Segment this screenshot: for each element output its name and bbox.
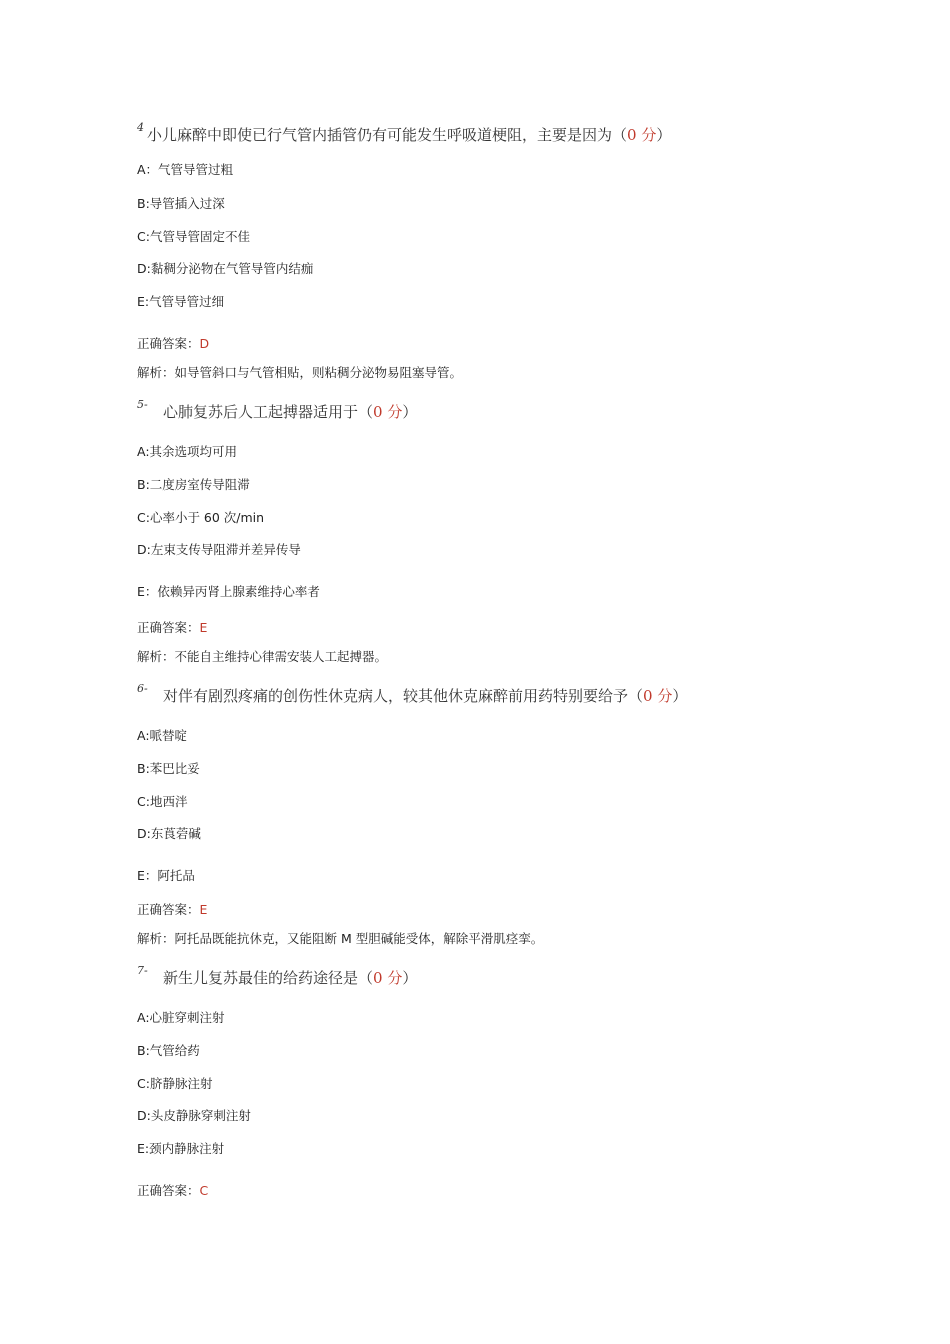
answer-value: D	[199, 336, 210, 351]
option-e: E：阿托品	[137, 868, 195, 883]
correct-answer: 正确答案：D	[137, 336, 210, 351]
option-a: A:其余选项均可用	[137, 444, 238, 459]
question-text: 心肺复苏后人工起搏器适用于（0 分）	[163, 403, 418, 421]
option-e: E:气管导管过细	[137, 294, 225, 309]
option-d: D:头皮静脉穿刺注射	[137, 1108, 251, 1123]
explanation: 解析：如导管斜口与气管相贴，则粘稠分泌物易阻塞导管。	[137, 365, 463, 380]
explanation: 解析：阿托品既能抗休克，又能阻断 M 型胆碱能受体，解除平滑肌痉挛。	[137, 931, 544, 946]
option-a: A:哌替啶	[137, 728, 188, 743]
question-text: 对伴有剧烈疼痛的创伤性休克病人，较其他休克麻醉前用药特别要给予（0 分）	[163, 687, 688, 705]
correct-answer: 正确答案：E	[137, 620, 208, 635]
correct-answer: 正确答案：E	[137, 902, 208, 917]
option-e: E：依赖异丙肾上腺素维持心率者	[137, 584, 320, 599]
option-d: D:左束支传导阻滞并差异传导	[137, 542, 301, 557]
question-number: 6-	[137, 682, 148, 695]
option-d: D:黏稠分泌物在气管导管内结痂	[137, 261, 314, 276]
answer-value: E	[199, 902, 208, 917]
option-c: C:地西泮	[137, 794, 188, 809]
option-b: B:苯巴比妥	[137, 761, 200, 776]
option-a: A：气管导管过粗	[137, 162, 234, 177]
option-d: D:东莨菪碱	[137, 826, 201, 841]
option-b: B:气管给药	[137, 1043, 200, 1058]
option-c: C:气管导管固定不佳	[137, 229, 250, 244]
score: 0 分	[627, 126, 657, 144]
correct-answer: 正确答案：C	[137, 1183, 209, 1198]
answer-value: C	[199, 1183, 209, 1198]
question-number: 5-	[137, 398, 148, 411]
question-text: 小儿麻醉中即使已行气管内插管仍有可能发生呼吸道梗阻，主要是因为（0 分）	[147, 126, 672, 144]
question-number: 4	[137, 121, 144, 134]
score: 0 分	[373, 403, 403, 421]
option-c: C:心率小于 60 次/min	[137, 510, 265, 525]
option-b: B:导管插入过深	[137, 196, 225, 211]
option-c: C:脐静脉注射	[137, 1076, 213, 1091]
answer-value: E	[199, 620, 208, 635]
option-a: A:心脏穿刺注射	[137, 1010, 225, 1025]
option-e: E:颈内静脉注射	[137, 1141, 225, 1156]
explanation: 解析：不能自主维持心律需安装人工起搏器。	[137, 649, 388, 664]
score: 0 分	[643, 687, 673, 705]
question-text: 新生儿复苏最佳的给药途径是（0 分）	[163, 969, 418, 987]
question-number: 7-	[137, 964, 148, 977]
score: 0 分	[373, 969, 403, 987]
option-b: B:二度房室传导阻滞	[137, 477, 250, 492]
